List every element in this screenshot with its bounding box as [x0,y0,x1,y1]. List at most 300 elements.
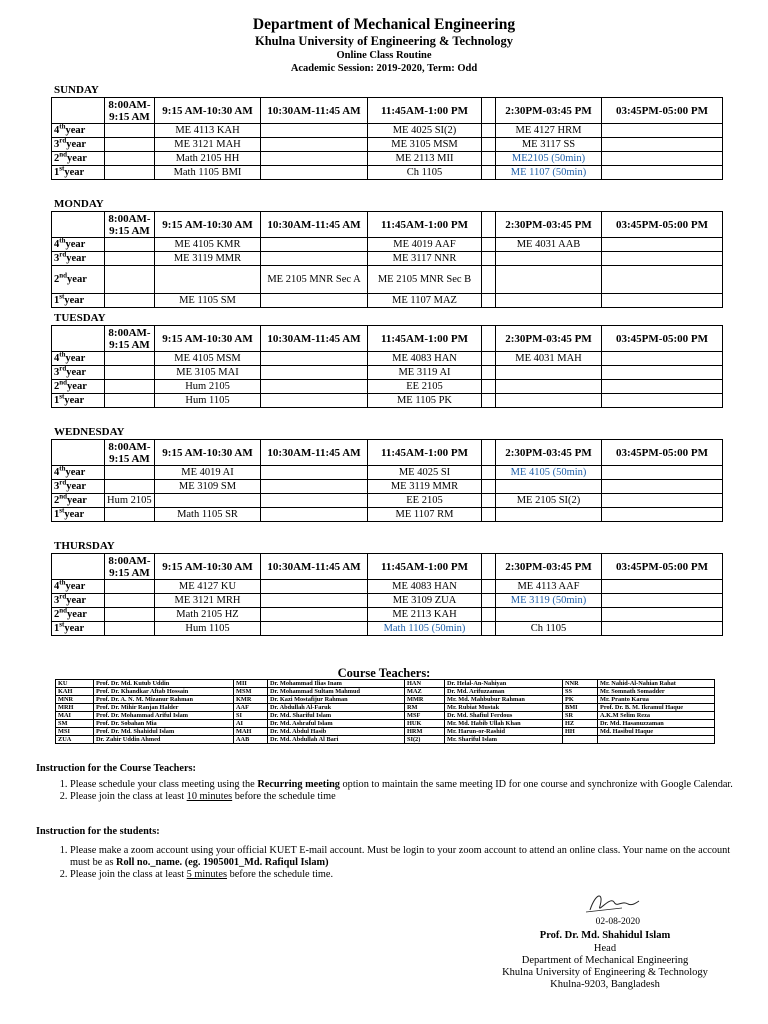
class-cell [261,166,368,180]
class-cell [602,166,723,180]
class-cell: Hum 2105 [155,380,261,394]
class-cell: ME 3121 MAH [155,138,261,152]
teacher-name: Prof. Dr. B. M. Ikramul Haque [598,704,715,712]
time-slot-header: 10:30AM-11:45 AM [261,98,368,124]
year-row [52,594,723,608]
teacher-name: Mr. Nahid-Al-Nahian Rahat [598,680,715,688]
teacher-code: RM [405,704,445,712]
teacher-name: Dr. Zahir Uddin Ahmed [94,736,234,744]
year-label: 1styear [52,622,105,636]
teacher-code: HZ [563,720,598,728]
routine-table-sunday [51,97,723,180]
teacher-name: Prof. Dr. Khandkar Aftab Hossain [94,688,234,696]
class-cell: Hum 1105 [155,622,261,636]
time-slot-header: 9:15 AM-10:30 AM [155,212,261,238]
class-cell [482,508,496,522]
teacher-name: Mr. Harun-or-Rashid [445,728,563,736]
teacher-name: Dr. Mohammad Ilias Inam [268,680,405,688]
signature-date: 02-08-2020 [595,917,640,927]
class-cell [105,480,155,494]
class-cell [602,394,723,408]
class-cell: ME2105 (50min) [496,152,602,166]
teacher-name: Prof. Dr. Sobahan Mia [94,720,234,728]
class-cell: Ch 1105 [368,166,482,180]
class-cell: ME 4019 AAF [368,238,482,252]
teacher-code: AI [234,720,268,728]
class-cell [105,266,155,294]
year-label: 4thyear [52,466,105,480]
teacher-instruction-1: 1. Please schedule your class meeting using the Recurring meeting option to maintain the same meeting ID for one course and synchronize with Google Calendar. [70,779,736,791]
class-cell: ME 3119 MMR [368,480,482,494]
teacher-code: MMR [405,696,445,704]
time-slot-header: 2:30PM-03:45 PM [496,554,602,580]
time-slot-header: 2:30PM-03:45 PM [496,326,602,352]
year-row [52,580,723,594]
class-cell [261,294,368,308]
teacher-code: MAZ [405,688,445,696]
class-cell: Math 2105 HZ [155,608,261,622]
class-cell [105,508,155,522]
teacher-code: SS [563,688,598,696]
class-cell: ME 2105 SI(2) [496,494,602,508]
class-cell: ME 1107 MAZ [368,294,482,308]
class-cell [602,252,723,266]
teacher-name: Prof. Dr. Md. Shahidul Islam [94,728,234,736]
teacher-code: SM [56,720,94,728]
corner-cell [52,98,105,124]
class-cell [602,622,723,636]
class-cell: ME 3109 SM [155,480,261,494]
student-instruction-2: 2. Please join the class at least 5 minutes before the schedule time. [70,869,736,881]
class-cell: ME 1107 (50min) [496,166,602,180]
teacher-code: AAB [234,736,268,744]
year-label: 2ndyear [52,380,105,394]
class-cell: Math 1105 (50min) [368,622,482,636]
corner-cell [52,326,105,352]
teacher-code: ZUA [56,736,94,744]
course-teachers-title: Course Teachers: [337,666,431,680]
teacher-name: Prof. Dr. Mihir Ranjan Halder [94,704,234,712]
class-cell [496,380,602,394]
class-cell: ME 1105 SM [155,294,261,308]
corner-cell [52,440,105,466]
teacher-row [56,688,715,696]
class-cell [105,622,155,636]
class-cell: ME 3117 NNR [368,252,482,266]
day-label-thursday: THURSDAY [54,540,115,552]
year-row [52,622,723,636]
class-cell: ME 4025 SI(2) [368,124,482,138]
class-cell [602,608,723,622]
year-row [52,380,723,394]
year-label: 2ndyear [52,266,105,294]
teacher-name: Prof. Dr. A. N. M. Mizanur Rahman [94,696,234,704]
day-label-sunday: SUNDAY [54,84,99,96]
class-cell: ME 3105 MSM [368,138,482,152]
routine-table-wednesday [51,439,723,522]
class-cell: ME 4083 HAN [368,580,482,594]
class-cell: Math 1105 BMI [155,166,261,180]
year-row [52,494,723,508]
teacher-row [56,720,715,728]
class-cell: Hum 1105 [155,394,261,408]
class-cell: Math 2105 HH [155,152,261,166]
time-slot-header: 9:15 AM-10:30 AM [155,554,261,580]
time-slot-header: 03:45PM-05:00 PM [602,440,723,466]
teacher-name: Dr. Md. Shafiul Ferdous [445,712,563,720]
teacher-code: MRH [56,704,94,712]
teacher-code: MII [234,680,268,688]
class-cell [261,394,368,408]
year-label: 3rdyear [52,366,105,380]
class-cell [496,252,602,266]
time-slot-header: 11:45AM-1:00 PM [368,212,482,238]
routine-table-tuesday [51,325,723,408]
class-cell [105,294,155,308]
class-cell [602,266,723,294]
class-cell [482,266,496,294]
year-row [52,608,723,622]
class-cell: Math 1105 SR [155,508,261,522]
class-cell [482,622,496,636]
teacher-code: SR [563,712,598,720]
teacher-row [56,704,715,712]
class-cell [602,594,723,608]
teacher-name: Dr. Mohammad Sultam Mahmud [268,688,405,696]
year-row [52,166,723,180]
year-row [52,294,723,308]
teacher-name: Dr. Abdullah Al-Faruk [268,704,405,712]
class-cell [482,138,496,152]
corner-cell [52,212,105,238]
year-label: 3rdyear [52,594,105,608]
class-cell [482,580,496,594]
class-cell: ME 3121 MRH [155,594,261,608]
day-label-tuesday: TUESDAY [54,312,106,324]
corner-cell [52,554,105,580]
time-slot-header: 8:00AM-9:15 AM [105,440,155,466]
teacher-code: MSM [234,688,268,696]
class-cell [602,138,723,152]
department-title: Department of Mechanical Engineering [252,16,516,33]
class-cell [261,480,368,494]
year-label: 4thyear [52,238,105,252]
class-cell: ME 3119 (50min) [496,594,602,608]
teacher-code: MAI [56,712,94,720]
class-cell: ME 4105 MSM [155,352,261,366]
class-cell [261,352,368,366]
teacher-name: Dr. Md. Abdullah Al Bari [268,736,405,744]
teacher-row [56,680,715,688]
class-cell [261,594,368,608]
teacher-code [563,736,598,744]
time-slot-header [482,554,496,580]
class-cell [496,294,602,308]
class-cell: ME 4031 MAH [496,352,602,366]
class-cell [261,138,368,152]
teacher-code: BMI [563,704,598,712]
university-name: Khulna University of Engineering & Technology [254,34,514,48]
class-cell [496,508,602,522]
student-instruction-1: 1. Please make a zoom account using your official KUET E-mail account. Must be login to your zoom account to attend an online class. Your name on the account must be as Roll no._name. (eg. 1905001_Md. Rafiqul Islam) [70,845,736,869]
class-cell [602,580,723,594]
teacher-name: Dr. Md. Abdul Hasib [268,728,405,736]
time-slot-header: 8:00AM-9:15 AM [105,98,155,124]
teacher-row [56,736,715,744]
class-cell [482,466,496,480]
teacher-code: SI [234,712,268,720]
class-cell: ME 4025 SI [368,466,482,480]
time-slot-header: 10:30AM-11:45 AM [261,440,368,466]
class-cell [602,352,723,366]
class-cell: EE 2105 [368,380,482,394]
teacher-code: AAF [234,704,268,712]
class-cell [482,366,496,380]
class-cell [261,366,368,380]
class-cell [261,508,368,522]
signatory-name: Prof. Dr. Md. Shahidul Islam [539,930,671,941]
time-slot-header: 03:45PM-05:00 PM [602,326,723,352]
class-cell: ME 2113 MII [368,152,482,166]
class-cell [105,366,155,380]
day-label-monday: MONDAY [54,198,104,210]
class-cell [261,466,368,480]
year-row [52,508,723,522]
class-cell [482,494,496,508]
time-slot-header: 8:00AM-9:15 AM [105,326,155,352]
teacher-instruction-2: 2. Please join the class at least 10 minutes before the schedule time [70,791,736,803]
teacher-name: Prof. Dr. Mohammad Ariful Islam [94,712,234,720]
class-cell: ME 3109 ZUA [368,594,482,608]
year-row [52,238,723,252]
class-cell: ME 2105 MNR Sec B [368,266,482,294]
class-cell [105,394,155,408]
class-cell [261,494,368,508]
class-cell [482,380,496,394]
class-cell [261,380,368,394]
signature-scribble [582,888,642,918]
class-cell [602,508,723,522]
class-cell: ME 4127 KU [155,580,261,594]
class-cell [482,166,496,180]
class-cell [496,394,602,408]
time-slot-header: 11:45AM-1:00 PM [368,98,482,124]
class-cell [155,266,261,294]
year-row [52,252,723,266]
teacher-name: Dr. Md. Hasanuzzaman [598,720,715,728]
class-cell [261,124,368,138]
academic-session: Academic Session: 2019-2020, Term: Odd [290,63,478,74]
class-cell [261,608,368,622]
class-cell: ME 2113 KAH [368,608,482,622]
teacher-name: Mr. Md. Habib Ullah Khan [445,720,563,728]
class-cell [105,138,155,152]
class-cell [105,124,155,138]
teacher-name [598,736,715,744]
student-instructions-title: Instruction for the students: [36,826,160,837]
teacher-code: HAN [405,680,445,688]
year-label: 3rdyear [52,480,105,494]
year-label: 4thyear [52,124,105,138]
year-row [52,394,723,408]
class-cell [105,152,155,166]
teacher-name: Mr. Shariful Islam [445,736,563,744]
year-row [52,138,723,152]
teacher-code: HRM [405,728,445,736]
teacher-name: Dr. Helal-An-Nahiyan [445,680,563,688]
teacher-name: Dr. Kazi Mostafijur Rahman [268,696,405,704]
time-slot-header [482,326,496,352]
class-cell [482,294,496,308]
teacher-instructions [36,763,736,803]
class-cell: ME 4105 KMR [155,238,261,252]
class-cell [482,238,496,252]
class-cell [155,494,261,508]
class-cell: Hum 2105 [105,494,155,508]
teacher-code: MNR [56,696,94,704]
teacher-code: PK [563,696,598,704]
year-label: 1styear [52,294,105,308]
time-slot-header: 03:45PM-05:00 PM [602,554,723,580]
time-slot-header: 8:00AM-9:15 AM [105,212,155,238]
signatory-university: Khulna University of Engineering & Technology [502,967,708,978]
class-cell [105,166,155,180]
year-label: 2ndyear [52,608,105,622]
time-slot-header: 11:45AM-1:00 PM [368,440,482,466]
class-cell [496,366,602,380]
year-label: 1styear [52,166,105,180]
class-cell: ME 1107 RM [368,508,482,522]
teacher-code: HH [563,728,598,736]
teacher-code: SI(2) [405,736,445,744]
teacher-code: NNR [563,680,598,688]
class-cell [496,480,602,494]
teacher-name: Prof. Dr. Md. Kutub Uddin [94,680,234,688]
class-cell: ME 1105 PK [368,394,482,408]
class-cell [496,608,602,622]
signatory-department: Department of Mechanical Engineering [521,955,689,966]
teacher-name: Dr. Md. Arifuzzaman [445,688,563,696]
time-slot-header [482,440,496,466]
year-label: 1styear [52,394,105,408]
year-label: 3rdyear [52,138,105,152]
class-cell: ME 4113 AAF [496,580,602,594]
class-cell [602,380,723,394]
teacher-row [56,712,715,720]
class-cell [602,152,723,166]
class-cell [482,124,496,138]
teacher-name: Dr. Md. Shariful Islam [268,712,405,720]
class-cell: ME 4113 KAH [155,124,261,138]
time-slot-header: 11:45AM-1:00 PM [368,554,482,580]
teacher-name: Mr. Md. Mahbubur Rahman [445,696,563,704]
class-cell [261,580,368,594]
teacher-code: HUK [405,720,445,728]
class-cell [105,466,155,480]
class-cell [602,366,723,380]
class-cell [482,608,496,622]
year-label: 2ndyear [52,494,105,508]
teacher-code: MSF [405,712,445,720]
year-label: 4thyear [52,352,105,366]
routine-title: Online Class Routine [336,50,432,61]
class-cell: Ch 1105 [496,622,602,636]
year-row [52,124,723,138]
signatory-address: Khulna-9203, Bangladesh [550,979,660,990]
teacher-row [56,728,715,736]
class-cell: ME 3117 SS [496,138,602,152]
year-row [52,266,723,294]
class-cell [261,622,368,636]
year-label: 1styear [52,508,105,522]
class-cell [602,124,723,138]
class-cell [482,594,496,608]
teacher-name: Mr. Pranto Karua [598,696,715,704]
year-row [52,366,723,380]
time-slot-header: 2:30PM-03:45 PM [496,98,602,124]
year-label: 3rdyear [52,252,105,266]
teacher-instructions-title: Instruction for the Course Teachers: [36,763,196,774]
class-cell [482,394,496,408]
class-cell: ME 3105 MAI [155,366,261,380]
time-slot-header: 03:45PM-05:00 PM [602,212,723,238]
time-slot-header: 9:15 AM-10:30 AM [155,440,261,466]
class-cell [602,480,723,494]
time-slot-header [482,98,496,124]
class-cell [105,580,155,594]
teacher-code: KAH [56,688,94,696]
class-cell [105,352,155,366]
time-slot-header: 10:30AM-11:45 AM [261,212,368,238]
class-cell: EE 2105 [368,494,482,508]
class-cell [261,238,368,252]
time-slot-header: 11:45AM-1:00 PM [368,326,482,352]
class-cell [105,238,155,252]
year-row [52,480,723,494]
class-cell [482,480,496,494]
time-slot-header: 03:45PM-05:00 PM [602,98,723,124]
routine-table-monday [51,211,723,308]
class-cell [482,352,496,366]
routine-table-thursday [51,553,723,636]
course-teachers-table [55,679,715,744]
class-cell [105,608,155,622]
time-slot-header: 9:15 AM-10:30 AM [155,98,261,124]
year-label: 4thyear [52,580,105,594]
teacher-code: MAH [234,728,268,736]
teacher-code: KU [56,680,94,688]
time-slot-header: 2:30PM-03:45 PM [496,212,602,238]
day-label-wednesday: WEDNESDAY [54,426,125,438]
teacher-name: Mr. Rubiat Mustak [445,704,563,712]
class-cell [105,380,155,394]
time-slot-header: 8:00AM-9:15 AM [105,554,155,580]
class-cell [602,494,723,508]
time-slot-header: 2:30PM-03:45 PM [496,440,602,466]
class-cell [602,294,723,308]
class-cell: ME 3119 AI [368,366,482,380]
time-slot-header [482,212,496,238]
class-cell [105,252,155,266]
teacher-row [56,696,715,704]
signatory-title: Head [593,943,617,954]
class-cell [261,152,368,166]
time-slot-header: 10:30AM-11:45 AM [261,326,368,352]
year-row [52,152,723,166]
class-cell [482,252,496,266]
class-cell [496,266,602,294]
teacher-code: MSI [56,728,94,736]
